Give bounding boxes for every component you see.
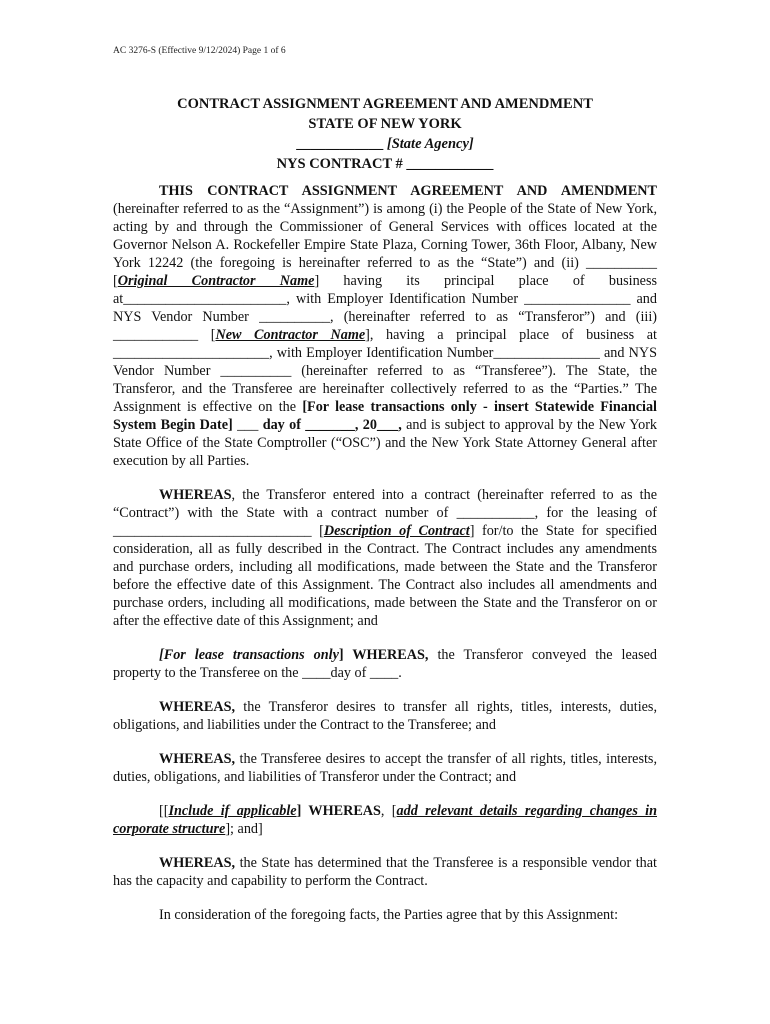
paragraph-whereas-lease: [For lease transactions only] WHEREAS, the Transferor conveyed the leased property to the Transferee on the ____day of ____. — [113, 647, 657, 681]
state-agency-blank: ____________ — [296, 136, 384, 152]
document-body — [113, 182, 657, 940]
page-header: AC 3276-S (Effective 9/12/2024) Page 1 of 6 — [113, 46, 286, 56]
title-line-1: CONTRACT ASSIGNMENT AGREEMENT AND AMENDMENT — [177, 96, 593, 112]
contract-description: Description of Contract — [323, 523, 470, 539]
document-title — [0, 94, 770, 174]
paragraph-consideration: In consideration of the foregoing facts, the Parties agree that by this Assignment: — [159, 907, 619, 923]
paragraph-whereas-transferor: WHEREAS, the Transferor desires to transfer all rights, titles, interests, duties, obligations, and liabilities under the Contract to the Transferee; and — [113, 699, 657, 733]
paragraph-whereas-corporate: [[Include if applicable] WHEREAS, [add relevant details regarding changes in corporate structure]; and] — [113, 803, 658, 837]
paragraph-parties: THIS CONTRACT ASSIGNMENT AGREEMENT AND AMENDMENT (hereinafter referred to as the “Assignment”) is among (i) the People of the State of New York, acting by and through the Commissioner of General Services with offices located at the Governor Nelson A. Rockefeller Empire State Plaza, Corning Tower, 36th Floor, Albany, New York 12242 (the foregoing is hereinafter referred to as the “State”) and (ii) __________ [Original Contractor Name] having its principal place of business at_______________________, with Employer Identification Number _______________ and NYS Vendor Number __________, (hereinafter referred to as “Transferor”) and (iii) ____________ [New Contractor Name], having a principal place of business at ______________________, with Employer Identification Number_______________ and NYS Vendor Number __________ (hereinafter referred to as “Transferee”). The State, the Transferor, and the Transferee are hereinafter collectively referred to as the “Parties.” The Assignment is effective on the [For lease transactions only - insert Statewide Financial System Begin Date] ___ day of _______, 20___, and is subject to approval by the New York State Office of the State Comptroller (“OSC”) and the New York State Attorney General after execution by all Parties. — [113, 183, 658, 469]
paragraph-whereas-responsible: WHEREAS, the State has determined that the Transferee is a responsible vendor that has the capacity and capability to perform the Contract. — [113, 855, 657, 889]
new-contractor-name: New Contractor Name — [215, 327, 366, 343]
state-agency-label: [State Agency] — [386, 136, 474, 152]
title-line-3 — [0, 134, 770, 154]
title-line-4: NYS CONTRACT # ____________ — [276, 156, 494, 172]
original-contractor-name: Original Contractor Name — [117, 273, 315, 289]
title-line-2: STATE OF NEW YORK — [308, 116, 462, 132]
paragraph-whereas-transferee: WHEREAS, the Transferee desires to accept the transfer of all rights, titles, interests, duties, obligations, and liabilities of Transferor under the Contract; and — [113, 751, 657, 785]
paragraph-whereas-contract: WHEREAS, the Transferor entered into a contract (hereinafter referred to as the “Contract”) with the State with a contract number of ___________, for the leasing of ____________________________ [Description of Contract] for/to the State for specified consideration, all as fully described in the Contract. The Contract includes any amendments and purchase orders, including all modifications, made between the State and the Transferor before the effective date of this Assignment. The Contract also includes all amendments and purchase orders, including all modifications, made between the State and the Transferor on or after the effective date of this Assignment; and — [113, 487, 657, 629]
